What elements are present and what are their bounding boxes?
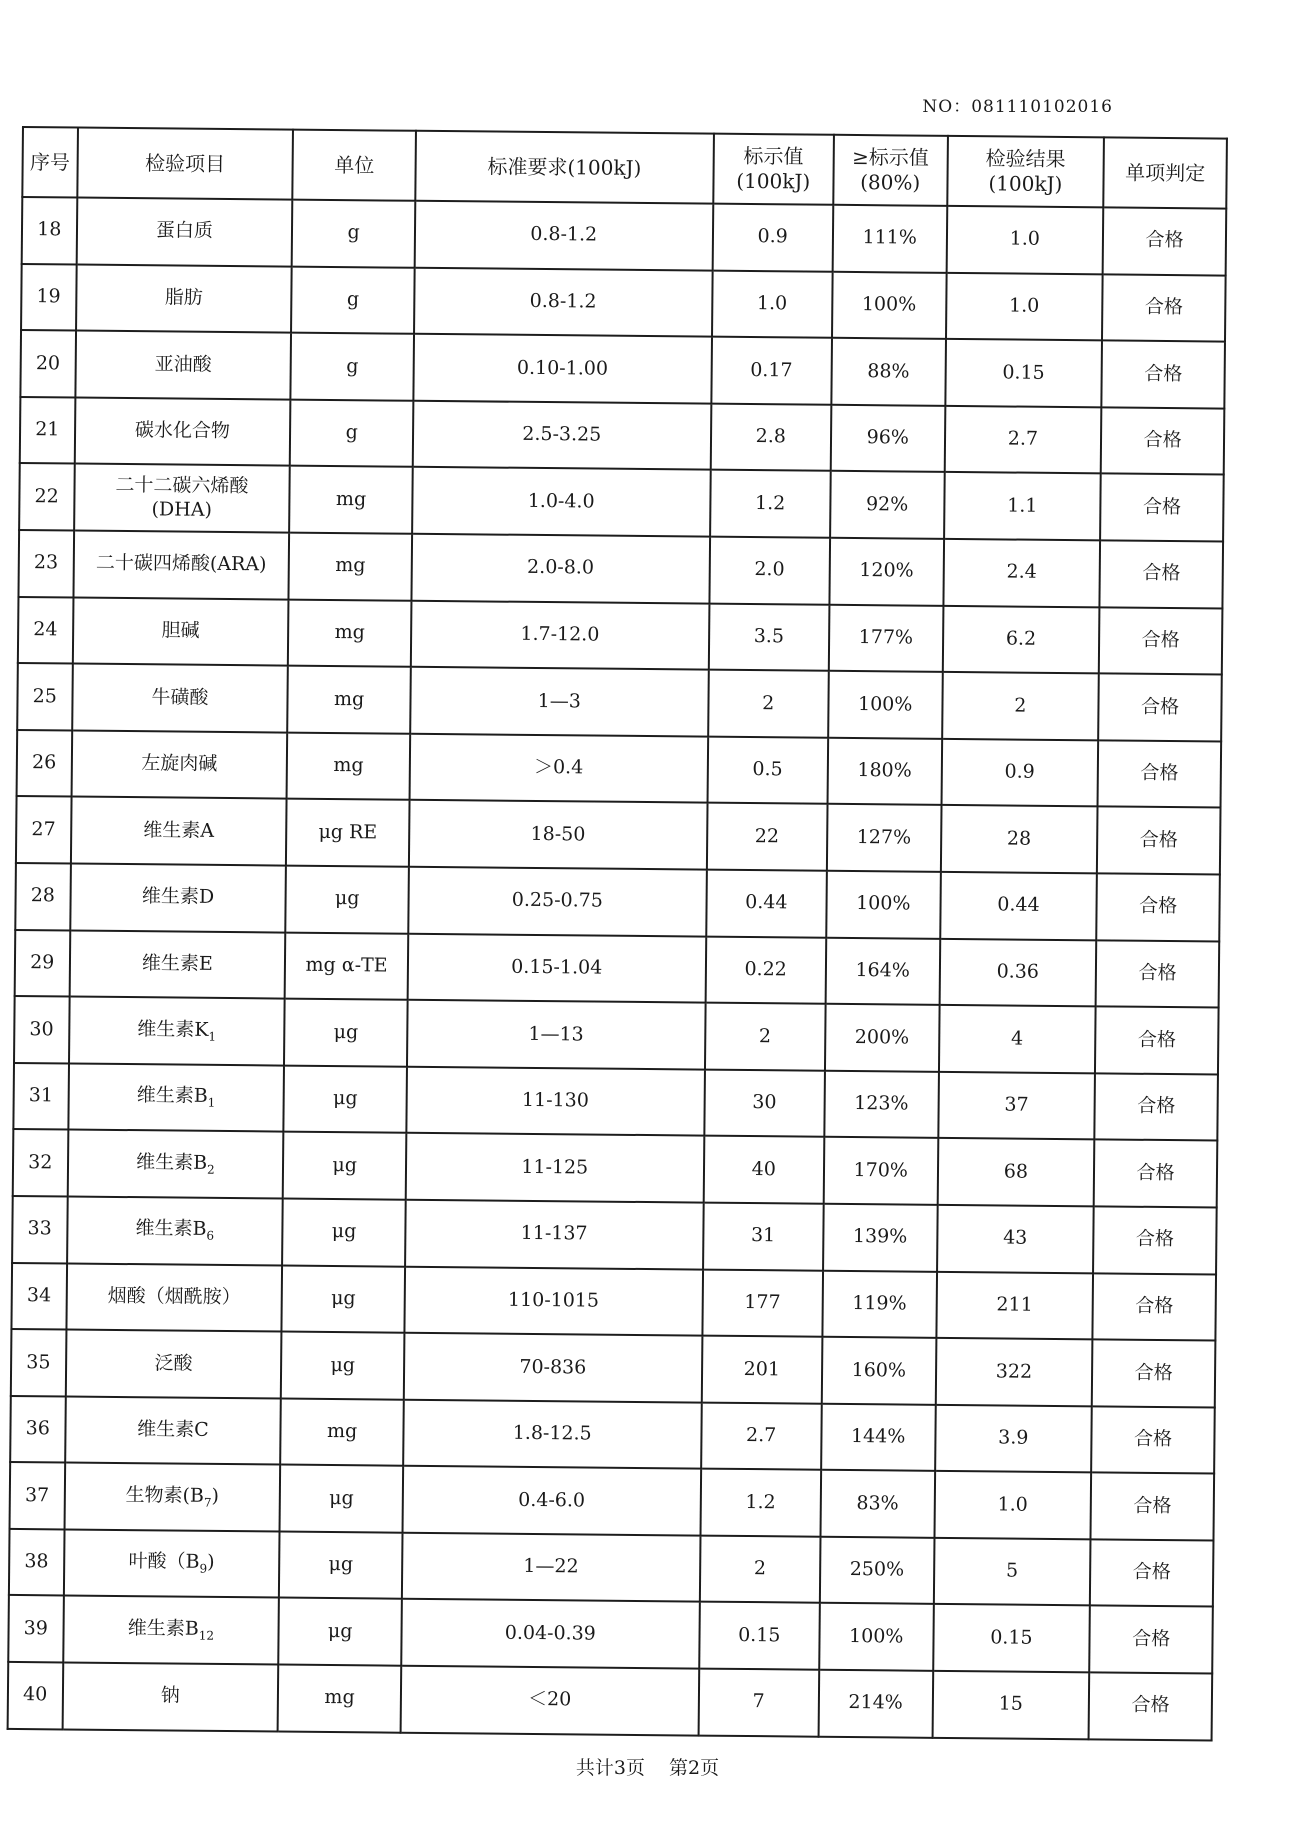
cell-ratio: 83% [820,1470,934,1538]
cell-label-value: 0.17 [711,337,832,405]
cell-seq: 30 [14,996,69,1063]
cell-label-value: 30 [704,1069,825,1137]
cell-judgment: 合格 [1089,1606,1212,1674]
cell-standard: 1—22 [402,1533,700,1602]
table-row [11,1329,1216,1407]
cell-label-value: 1.2 [700,1469,821,1537]
cell-standard: 1.8-12.5 [403,1399,701,1468]
cell-unit: g [291,266,414,334]
cell-item [67,1130,283,1199]
cell-label-value: 2 [705,1003,826,1071]
header-unit: 单位 [293,130,416,201]
cell-standard: 2.0-8.0 [411,534,709,603]
cell-unit: mg [288,666,411,734]
cell-label-value: 0.22 [705,936,826,1004]
header-ratio-line1: ≥标示值 [851,144,929,170]
cell-standard: ＜20 [401,1666,699,1735]
cell-label-value: 40 [703,1136,824,1204]
cell-result: 2 [942,672,1099,740]
cell-item [65,1396,281,1465]
cell-item-line2: (DHA) [151,497,213,521]
table-row [17,663,1222,741]
cell-label-value: 2 [699,1535,820,1603]
cell-label-value: 3.5 [708,603,829,671]
cell-ratio: 120% [829,538,943,606]
cell-standard: 0.04-0.39 [401,1599,699,1668]
table-row [10,1462,1215,1540]
cell-ratio: 180% [827,738,941,806]
cell-judgment: 合格 [1091,1473,1214,1541]
cell-result: 2.7 [944,406,1101,474]
cell-result: 1.1 [944,472,1101,540]
cell-item-subscript: 9 [199,1561,208,1576]
cell-item [69,930,285,999]
cell-unit: μg [286,866,409,934]
cell-seq: 26 [17,730,72,797]
table-row [15,863,1220,941]
cell-result: 1.0 [946,206,1103,274]
table-row [14,996,1219,1074]
header-ratio-line2: (80%) [860,170,921,195]
cell-item [75,331,291,400]
cell-seq: 31 [13,1063,68,1130]
cell-item-text: 泛酸 [154,1351,193,1375]
cell-label-value: 2.0 [709,537,830,605]
cell-unit: μg [284,999,407,1067]
cell-judgment: 合格 [1097,807,1220,875]
cell-label-value: 7 [698,1669,819,1737]
cell-result: 211 [936,1271,1093,1339]
cell-result: 0.44 [940,872,1097,940]
header-result-line2: (100kJ) [988,171,1063,196]
cell-seq: 37 [10,1462,65,1529]
cell-item [68,1063,284,1132]
cell-standard: 0.8-1.2 [415,201,713,270]
cell-item-text: 叶酸（B [128,1550,200,1574]
cell-unit: mg [287,732,410,800]
cell-ratio: 100% [819,1603,933,1671]
cell-judgment: 合格 [1095,1073,1218,1141]
cell-item-subscript: 12 [198,1628,215,1643]
cell-ratio: 250% [820,1537,934,1605]
cell-standard: 1—3 [410,667,708,736]
inspection-sheet [7,126,1228,1738]
cell-seq: 36 [10,1396,65,1463]
cell-seq: 23 [18,530,73,597]
cell-ratio: 177% [829,604,943,672]
cell-standard: 0.25-0.75 [408,867,706,936]
cell-judgment: 合格 [1101,407,1224,475]
cell-seq: 33 [12,1196,67,1263]
cell-seq: 34 [11,1262,66,1329]
cell-unit: mg [278,1665,401,1733]
cell-ratio: 92% [830,471,944,539]
cell-ratio: 164% [826,937,940,1005]
cell-ratio: 139% [823,1204,937,1272]
cell-unit: mg [289,466,412,534]
cell-result: 0.9 [941,739,1098,807]
table-row [13,1063,1218,1141]
table-row [15,930,1220,1008]
cell-item-text: 亚油酸 [154,352,212,376]
header-result [947,136,1104,208]
cell-item-text: 维生素K [137,1017,209,1041]
cell-judgment: 合格 [1094,1140,1217,1208]
cell-result: 0.36 [939,938,1096,1006]
cell-item-text: 二十碳四烯酸(ARA) [95,552,267,576]
cell-seq: 32 [13,1129,68,1196]
cell-result: 1.0 [934,1471,1091,1539]
table-row [9,1529,1214,1607]
cell-item-text: 维生素E [141,952,213,975]
cell-item [64,1463,280,1532]
cell-item-text: 蛋白质 [155,219,214,243]
cell-item [72,664,288,733]
table-row [13,1129,1218,1207]
cell-item-text: 维生素C [137,1418,209,1441]
table-row [17,730,1222,808]
cell-standard: 11-130 [406,1066,704,1135]
table-row [21,264,1226,342]
cell-item-text: 二十二碳六烯酸 [115,473,249,498]
cell-ratio: 100% [826,871,940,939]
cell-item-text: 维生素D [141,885,215,909]
cell-judgment: 合格 [1102,341,1225,409]
cell-label-value: 22 [706,803,827,871]
cell-ratio: 123% [824,1070,938,1138]
cell-unit: μg [279,1598,402,1666]
cell-item-subscript: 2 [207,1162,215,1177]
inspection-table [7,126,1228,1741]
cell-result: 68 [937,1138,1094,1206]
table-body [8,197,1227,1740]
table-row [10,1396,1215,1474]
page-footer [0,1753,1295,1780]
cell-result: 37 [938,1072,1095,1140]
cell-label-value: 201 [701,1336,822,1404]
cell-judgment: 合格 [1098,674,1221,742]
cell-result: 4 [938,1005,1095,1073]
header-standard: 标准要求(100kJ) [415,131,713,204]
cell-result: 1.0 [946,272,1103,340]
cell-seq: 27 [16,796,71,863]
cell-standard: 70-836 [404,1333,702,1402]
cell-unit: μg [282,1265,405,1333]
cell-unit: μg [281,1332,404,1400]
cell-unit: μg RE [286,799,409,867]
cell-item [67,1196,283,1265]
cell-item [76,264,292,333]
cell-unit: g [292,200,415,268]
table-row [19,463,1224,541]
cell-standard: 0.10-1.00 [413,334,711,403]
cell-item-text: 钠 [160,1684,180,1708]
cell-label-value: 0.9 [712,204,833,272]
cell-result: 43 [937,1205,1094,1273]
cell-label-value: 31 [703,1202,824,1270]
cell-unit: μg [279,1531,402,1599]
cell-item-text: 维生素B [136,1150,208,1174]
cell-standard: 18-50 [409,800,707,869]
cell-judgment: 合格 [1096,873,1219,941]
cell-standard: 1.7-12.0 [411,600,709,669]
cell-judgment: 合格 [1096,940,1219,1008]
cell-ratio: 127% [827,804,941,872]
cell-judgment: 合格 [1098,740,1221,808]
cell-item-subscript: 7 [203,1495,212,1510]
cell-result: 6.2 [942,605,1099,673]
cell-judgment: 合格 [1092,1339,1215,1407]
cell-seq: 22 [19,463,74,530]
header-seq: 序号 [22,127,77,198]
cell-standard: ＞0.4 [410,734,708,803]
cell-ratio: 160% [822,1337,936,1405]
cell-result: 3.9 [935,1405,1092,1473]
table-row [11,1262,1216,1340]
cell-unit: μg [282,1198,405,1266]
cell-label-value: 1.0 [712,270,833,338]
cell-judgment: 合格 [1102,274,1225,342]
cell-unit: μg [283,1132,406,1200]
cell-seq: 21 [20,397,75,464]
cell-label-value: 2.8 [710,403,831,471]
cell-result: 322 [935,1338,1092,1406]
cell-seq: 20 [20,330,75,397]
cell-ratio: 170% [824,1137,938,1205]
cell-unit: mg α-TE [285,932,408,1000]
cell-seq: 19 [21,264,76,331]
cell-ratio: 214% [819,1670,933,1738]
cell-item [63,1529,279,1598]
cell-seq: 28 [15,863,70,930]
cell-unit: g [291,333,414,401]
cell-item [76,198,292,267]
cell-unit: mg [288,599,411,667]
cell-label-value: 2 [708,670,829,738]
cell-standard: 110-1015 [404,1266,702,1335]
cell-judgment: 合格 [1090,1539,1213,1607]
cell-unit: μg [284,1065,407,1133]
cell-result: 0.15 [945,339,1102,407]
cell-standard: 11-125 [406,1133,704,1202]
cell-item [65,1330,281,1399]
cell-item [72,597,288,666]
cell-ratio: 88% [831,338,945,406]
cell-judgment: 合格 [1103,207,1226,275]
cell-item [69,997,285,1066]
cell-unit: g [290,399,413,467]
table-row [20,397,1225,475]
cell-item-text: 胆碱 [161,619,200,642]
cell-item-text: 脂肪 [164,286,203,309]
cell-item-text: 维生素A [143,818,215,842]
cell-seq: 25 [17,663,72,730]
cell-item-tail: ) [207,1551,215,1574]
cell-item-subscript: 6 [206,1228,215,1243]
cell-item [66,1263,282,1332]
cell-item [70,863,286,932]
table-row [20,330,1225,408]
header-judgment: 单项判定 [1104,137,1227,208]
cell-label-value: 177 [702,1269,823,1337]
cell-item-text: 牛磺酸 [151,685,209,709]
cell-result: 2.4 [943,539,1100,607]
cell-result: 5 [933,1538,1090,1606]
cell-ratio: 96% [831,405,945,473]
cell-standard: 11-137 [405,1200,703,1269]
cell-item [74,464,290,533]
cell-label-value: 0.5 [707,736,828,804]
cell-seq: 24 [18,597,73,664]
cell-item [73,530,289,599]
cell-standard: 0.4-6.0 [402,1466,700,1535]
table-row [22,197,1227,275]
table-header-row [22,127,1227,209]
cell-item-text: 生物素(B [125,1483,205,1507]
cell-unit: μg [280,1465,403,1533]
cell-item [70,797,286,866]
cell-item [63,1596,279,1665]
cell-label-value: 0.44 [706,870,827,938]
cell-judgment: 合格 [1089,1672,1212,1740]
cell-label-value: 1.2 [710,470,831,538]
header-label-value [713,134,834,205]
cell-unit: mg [280,1398,403,1466]
cell-item [74,397,290,466]
report-number: NO：081110102016 [922,97,1113,117]
cell-seq: 29 [15,930,70,997]
cell-judgment: 合格 [1091,1406,1214,1474]
table-row [12,1196,1217,1274]
cell-judgment: 合格 [1095,1006,1218,1074]
cell-item-text: 烟酸（烟酰胺） [107,1284,241,1309]
cell-ratio: 111% [833,205,947,273]
header-label-value-line1: 标示值 [743,143,804,169]
cell-item [71,730,287,799]
cell-result: 15 [932,1671,1089,1739]
cell-seq: 18 [22,197,77,264]
header-item: 检验项目 [77,128,293,200]
cell-item-tail: ) [211,1484,220,1507]
cell-ratio: 100% [828,671,942,739]
cell-seq: 40 [8,1662,63,1729]
cell-judgment: 合格 [1093,1206,1216,1274]
cell-seq: 38 [9,1529,64,1596]
cell-ratio: 119% [822,1270,936,1338]
cell-item-text: 左旋肉碱 [141,752,218,776]
cell-item-text: 维生素B [127,1616,199,1640]
cell-label-value: 0.15 [699,1602,820,1670]
cell-seq: 35 [11,1329,66,1396]
cell-item [62,1663,278,1732]
cell-standard: 0.15-1.04 [408,933,706,1002]
cell-seq: 39 [8,1595,63,1662]
cell-label-value: 2.7 [701,1402,822,1470]
cell-standard: 1.0-4.0 [412,467,710,536]
cell-unit: mg [289,533,412,601]
cell-item-subscript: 1 [207,1095,216,1110]
cell-standard: 1—13 [407,1000,705,1069]
cell-item-text: 碳水化合物 [134,419,231,443]
cell-judgment: 合格 [1093,1273,1216,1341]
table-row [16,796,1221,874]
cell-item-text: 维生素B [136,1084,208,1107]
cell-ratio: 144% [821,1403,935,1471]
cell-result: 28 [940,805,1097,873]
table-row [8,1595,1213,1673]
cell-judgment: 合格 [1099,607,1222,675]
cell-item-subscript: 1 [208,1029,217,1044]
cell-item-text: 维生素B [135,1217,207,1241]
footer-total-pages: 共计3页 [575,1757,645,1779]
cell-ratio: 100% [832,271,946,339]
header-label-value-line2: (100kJ) [736,168,811,194]
cell-standard: 2.5-3.25 [413,401,711,470]
header-ratio [833,135,947,206]
cell-judgment: 合格 [1100,540,1223,608]
table-row [18,530,1223,608]
cell-result: 0.15 [933,1604,1090,1672]
footer-page-number: 第2页 [669,1757,720,1779]
header-result-line1: 检验结果 [985,146,1066,172]
table-row [8,1662,1213,1740]
table-row [18,597,1223,675]
cell-ratio: 200% [825,1004,939,1072]
cell-standard: 0.8-1.2 [414,267,712,336]
cell-judgment: 合格 [1100,474,1223,542]
